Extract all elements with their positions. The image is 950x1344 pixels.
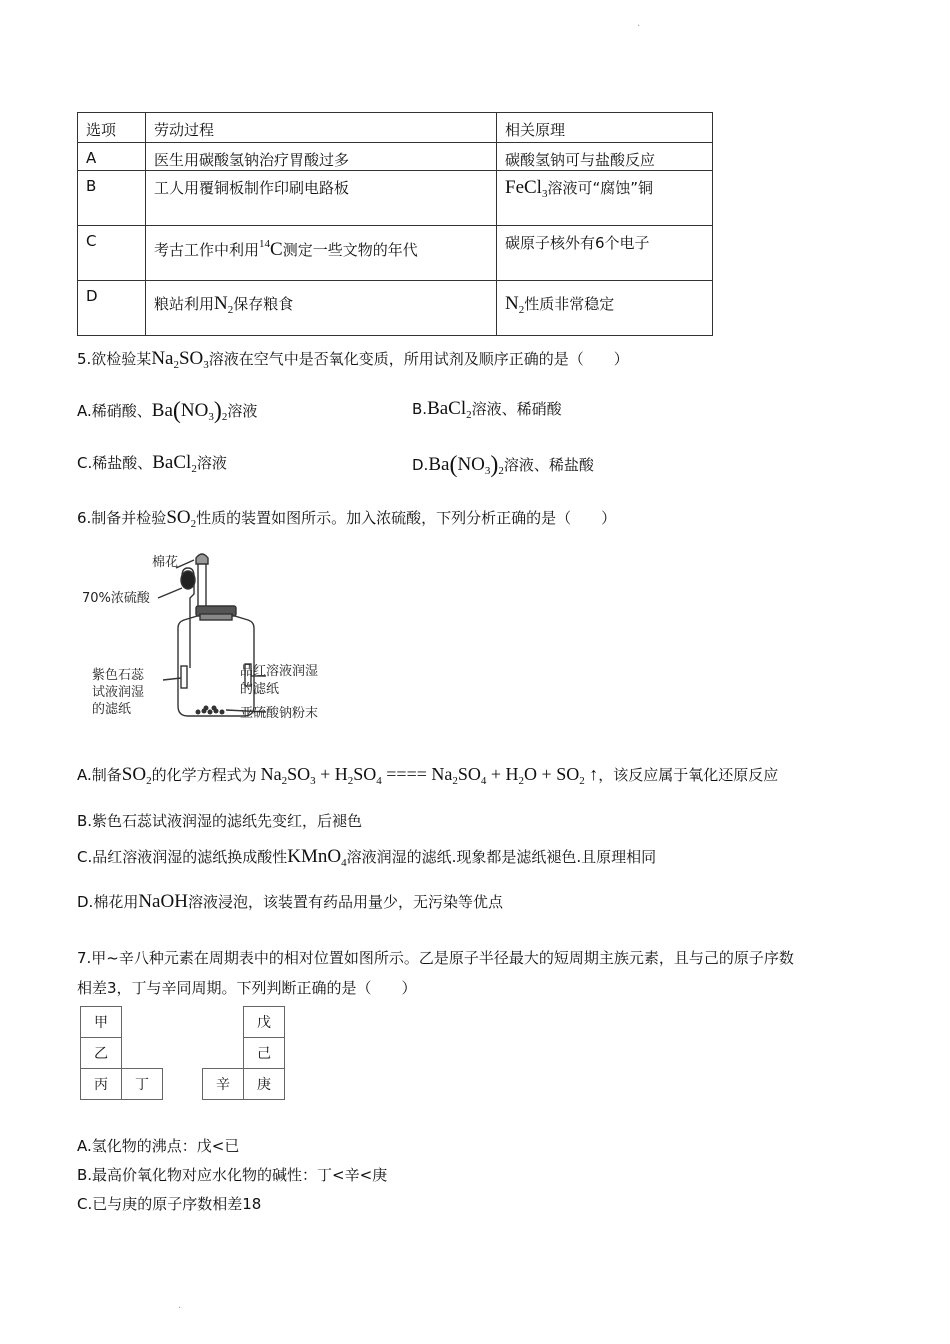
chem-subscript: 3 bbox=[484, 465, 491, 477]
chem-paren: ( bbox=[449, 452, 458, 478]
table-cell: C bbox=[78, 226, 146, 281]
equation-subscript: 2 bbox=[347, 775, 354, 787]
page-dot: . bbox=[637, 18, 641, 29]
chem-subscript: 2 bbox=[466, 409, 472, 421]
table-row bbox=[78, 171, 713, 226]
equation-term: ==== Na bbox=[381, 764, 453, 784]
table-cell: 医生用碳酸氢钠治疗胃酸过多 bbox=[146, 143, 497, 171]
chem-subscript: 2 bbox=[173, 359, 179, 371]
chem-subscript: 3 bbox=[208, 411, 214, 423]
cell-text: 考古工作中利用 bbox=[154, 241, 260, 259]
table-cell: 碳酸氢钠可与盐酸反应 bbox=[497, 143, 713, 171]
equation-term: ↑ bbox=[584, 764, 599, 784]
table-header: 相关原理 bbox=[497, 113, 713, 143]
leader-line bbox=[158, 588, 182, 598]
cell-text: 保存粮食 bbox=[233, 295, 294, 313]
chem-subscript: 2 bbox=[146, 775, 152, 787]
chem-formula: SO bbox=[121, 764, 147, 785]
option-text: 溶液 bbox=[227, 402, 258, 420]
equation-subscript: 2 bbox=[518, 775, 525, 787]
chem-formula: Ba bbox=[151, 400, 173, 421]
so2-apparatus-figure bbox=[78, 548, 348, 728]
chem-formula: NO bbox=[457, 454, 485, 475]
cell-text: 溶液可“腐蚀”铜 bbox=[547, 179, 653, 197]
chem-formula: Na bbox=[151, 348, 174, 369]
label-cotton: 棉花 bbox=[152, 555, 179, 570]
page-dot: . bbox=[178, 1300, 182, 1311]
principle-table bbox=[77, 112, 713, 336]
cell-text: 性质非常稳定 bbox=[524, 295, 615, 313]
q5-option-d[interactable] bbox=[412, 452, 594, 479]
table-header-row bbox=[78, 113, 713, 143]
chemical-equation bbox=[260, 764, 599, 787]
equation-term: + H bbox=[486, 764, 519, 784]
q5-stem-text: 溶液在空气中是否氧化变质，所用试剂及顺序正确的是（ ） bbox=[208, 350, 629, 368]
option-label: C.稀盐酸、 bbox=[77, 454, 153, 472]
cotton-plug bbox=[196, 554, 208, 564]
equation-subscript: 3 bbox=[310, 775, 316, 787]
q6-option-c[interactable] bbox=[77, 846, 656, 869]
equation-term: Na bbox=[260, 764, 282, 784]
option-label: A.稀硝酸、 bbox=[77, 402, 152, 420]
element-cell: 丙 bbox=[81, 1069, 122, 1100]
table-header: 劳动过程 bbox=[146, 113, 497, 143]
table-cell: A bbox=[78, 143, 146, 171]
option-label: A.制备 bbox=[77, 766, 122, 784]
table-cell: D bbox=[78, 281, 146, 336]
element-cell: 辛 bbox=[203, 1069, 244, 1100]
element-cell: 丁 bbox=[122, 1069, 163, 1100]
chem-subscript: 2 bbox=[191, 463, 197, 475]
chem-formula: NO bbox=[180, 400, 209, 421]
chem-subscript: 4 bbox=[341, 857, 347, 869]
q6-option-b[interactable]: B.紫色石蕊试液润湿的滤纸先变红，后褪色 bbox=[77, 812, 363, 830]
label-litmus: 试液润湿 bbox=[92, 685, 145, 700]
table-header: 选项 bbox=[78, 113, 146, 143]
equation-term: + H bbox=[315, 764, 348, 784]
chem-formula: N bbox=[505, 293, 519, 314]
q7-option-a[interactable]: A.氢化物的沸点：戊<已 bbox=[77, 1137, 240, 1155]
q7-option-c[interactable]: C.已与庚的原子序数相差18 bbox=[77, 1195, 262, 1213]
equation-subscript: 2 bbox=[452, 775, 458, 787]
q6-stem-text: 6.制备并检验 bbox=[77, 509, 167, 527]
label-magenta: 品红溶液润湿 bbox=[240, 664, 319, 679]
element-cell: 戊 bbox=[244, 1007, 285, 1038]
chem-paren: ( bbox=[172, 398, 181, 424]
equation-subscript: 4 bbox=[480, 775, 487, 787]
option-text: 的化学方程式为 bbox=[151, 766, 257, 784]
chem-formula: C bbox=[270, 239, 283, 260]
q5-option-c[interactable] bbox=[77, 452, 227, 475]
equation-subscript: 2 bbox=[579, 775, 585, 787]
option-label: D.棉花用 bbox=[77, 893, 139, 911]
chem-formula: BaCl bbox=[152, 452, 192, 473]
gas-tube bbox=[198, 562, 206, 606]
litmus-paper bbox=[181, 666, 187, 688]
option-text: 溶液润湿的滤纸.现象都是滤纸褪色.且原理相同 bbox=[346, 848, 657, 866]
chem-paren: ) bbox=[213, 398, 222, 424]
chem-subscript: 2 bbox=[498, 465, 504, 477]
table-row bbox=[78, 226, 713, 281]
chem-formula: KMnO bbox=[287, 846, 342, 867]
chem-formula: BaCl bbox=[427, 398, 467, 419]
equation-term: SO bbox=[353, 764, 377, 784]
label-acid: 70%浓硫酸 bbox=[82, 591, 150, 606]
option-label: B. bbox=[412, 400, 428, 418]
equation-subscript: 2 bbox=[281, 775, 288, 787]
element-cell: 庚 bbox=[244, 1069, 285, 1100]
q6-option-a[interactable] bbox=[77, 764, 778, 787]
label-litmus: 紫色石蕊 bbox=[92, 668, 145, 683]
table-cell bbox=[497, 171, 713, 226]
periodic-table-right bbox=[202, 1006, 285, 1100]
chem-formula: Ba bbox=[428, 454, 450, 475]
q6-stem bbox=[77, 507, 616, 530]
chem-subscript: 3 bbox=[203, 359, 209, 371]
option-label: D. bbox=[412, 456, 429, 474]
stopper-base bbox=[200, 614, 232, 620]
table-cell: 工人用覆铜板制作印刷电路板 bbox=[146, 171, 497, 226]
equation-subscript: 4 bbox=[376, 775, 382, 787]
chem-subscript: 2 bbox=[518, 304, 525, 316]
label-magenta: 的滤纸 bbox=[240, 682, 280, 697]
q5-stem-text: 5.欲检验某 bbox=[77, 350, 152, 368]
chem-subscript: 2 bbox=[227, 304, 234, 316]
table-cell: 碳原子核外有6个电子 bbox=[497, 226, 713, 281]
q7-stem-line1: 7.甲~辛八种元素在周期表中的相对位置如图所示。乙是原子半径最大的短周期主族元素，且与己的原子序数 bbox=[77, 949, 794, 967]
q5-stem bbox=[77, 348, 629, 371]
q6-stem-text: 性质的装置如图所示。加入浓硫酸，下列分析正确的是（ ） bbox=[196, 509, 617, 527]
q7-option-b[interactable]: B.最高价氧化物对应水化物的碱性：丁<辛<庚 bbox=[77, 1166, 388, 1184]
table-cell bbox=[146, 226, 497, 281]
option-text: ，该反应属于氧化还原反应 bbox=[598, 766, 779, 784]
option-text: 溶液浸泡，该装置有药品用量少，无污染等优点 bbox=[187, 893, 503, 911]
element-cell: 甲 bbox=[81, 1007, 122, 1038]
element-cell: 乙 bbox=[81, 1038, 122, 1069]
option-label: C.品红溶液润湿的滤纸换成酸性 bbox=[77, 848, 288, 866]
q5-option-a[interactable] bbox=[77, 398, 257, 425]
chem-formula: N bbox=[214, 293, 228, 314]
table-cell bbox=[146, 281, 497, 336]
periodic-table-left bbox=[80, 1006, 163, 1100]
option-text: 溶液 bbox=[196, 454, 227, 472]
chem-formula: NaOH bbox=[138, 891, 188, 912]
chem-subscript: 2 bbox=[221, 411, 228, 423]
label-litmus: 的滤纸 bbox=[92, 702, 132, 717]
label-powder: 亚硫酸钠粉末 bbox=[240, 706, 319, 721]
element-cell: 己 bbox=[244, 1038, 285, 1069]
q7-stem-line2: 相差3，丁与辛同周期。下列判断正确的是（ ） bbox=[77, 979, 417, 997]
chem-formula: SO bbox=[178, 348, 204, 369]
cell-text: 测定一些文物的年代 bbox=[282, 241, 418, 259]
equation-term: SO bbox=[457, 764, 481, 784]
option-text: 溶液、稀盐酸 bbox=[503, 456, 594, 474]
equation-term: O + SO bbox=[524, 764, 580, 784]
powder-heap bbox=[196, 706, 225, 715]
chem-paren: ) bbox=[490, 452, 499, 478]
table-cell bbox=[497, 281, 713, 336]
cell-text: 粮站利用 bbox=[154, 295, 215, 313]
leader-line bbox=[176, 560, 194, 568]
chem-subscript: 2 bbox=[190, 518, 197, 530]
mass-number: 14 bbox=[259, 238, 271, 250]
chem-subscript: 3 bbox=[541, 188, 548, 200]
table-row bbox=[78, 143, 713, 171]
chem-formula: FeCl bbox=[505, 177, 542, 198]
dropper-bulb bbox=[181, 571, 195, 589]
chem-formula: SO bbox=[166, 507, 191, 528]
table-cell: B bbox=[78, 171, 146, 226]
table-row bbox=[78, 281, 713, 336]
q5-option-b[interactable] bbox=[412, 398, 562, 421]
equation-term: SO bbox=[287, 764, 311, 784]
option-text: 溶液、稀硝酸 bbox=[471, 400, 562, 418]
q6-option-d[interactable] bbox=[77, 891, 503, 913]
